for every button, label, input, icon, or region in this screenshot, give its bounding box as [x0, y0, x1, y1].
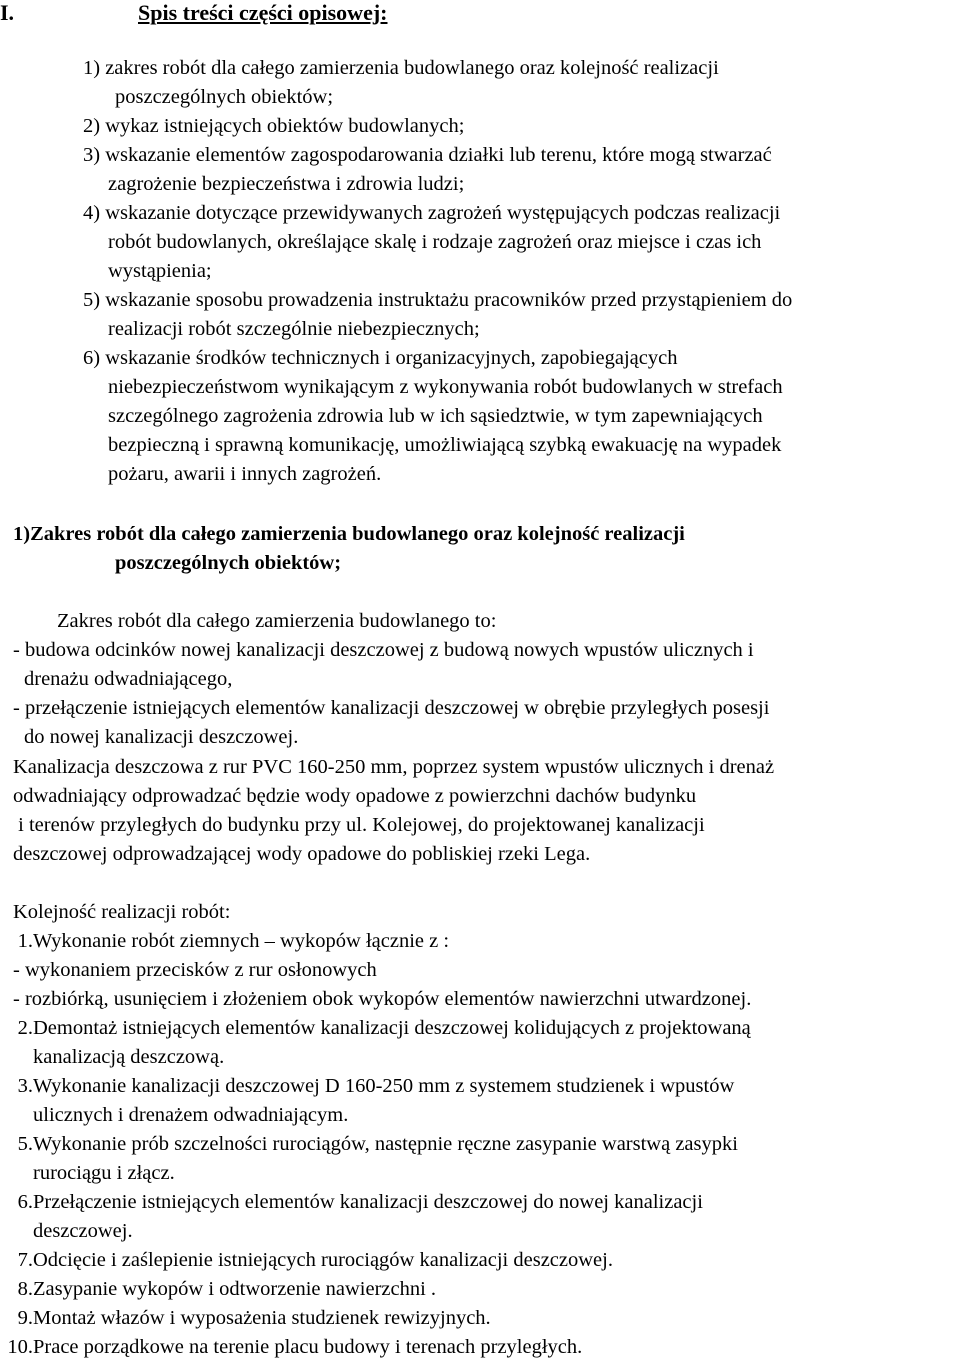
scope-item-1-line-2: drenażu odwadniającego, [24, 668, 233, 690]
step-3-line-2: ulicznych i drenażem odwadniającym. [33, 1104, 349, 1126]
step-9-line-1: Montaż włazów i wyposażenia studzienek rewizyjnych. [33, 1307, 491, 1329]
step-10-line-1: Prace porządkowe na terenie placu budowy i terenach przyległych. [33, 1336, 583, 1358]
toc-item-6-line-5: pożaru, awarii i innych zagrożeń. [108, 463, 382, 485]
step-2-number: 2. [17, 1017, 33, 1039]
toc-item-6-line-2: niebezpieczeństwom wynikającym z wykonywania robót budowlanych w strefach [108, 376, 783, 398]
toc-item-3-line-1: 3) wskazanie elementów zagospodarowania działki lub terenu, które mogą stwarzać [83, 144, 772, 166]
step-7-line-1: Odcięcie i zaślepienie istniejących rurociągów kanalizacji deszczowej. [33, 1249, 613, 1271]
scope-item-2-line-1: - przełączenie istniejących elementów kanalizacji deszczowej w obrębie przyległych posesji [13, 697, 770, 719]
toc-item-4-line-3: wystąpienia; [108, 260, 212, 282]
toc-item-6-line-4: bezpieczną i sprawną komunikację, umożliwiającą szybką ewakuację na wypadek [108, 434, 782, 456]
paragraph-line-4: deszczowej odprowadzającej wody opadowe do pobliskiej rzeki Lega. [13, 843, 591, 865]
step-5-number: 5. [17, 1133, 33, 1155]
scope-item-1-line-1: - budowa odcinków nowej kanalizacji deszczowej z budową nowych wpustów ulicznych i [13, 639, 754, 661]
step-6-line-2: deszczowej. [33, 1220, 133, 1242]
step-3-number: 3. [17, 1075, 33, 1097]
step-1-subitem-1: - wykonaniem przecisków z rur osłonowych [13, 959, 377, 981]
toc-item-5-line-2: realizacji robót szczególnie niebezpiecznych; [108, 318, 480, 340]
paragraph-line-3: i terenów przyległych do budynku przy ul. Kolejowej, do projektowanej kanalizacji [13, 814, 705, 836]
page-title: Spis treści części opisowej: [138, 0, 388, 25]
step-9-number: 9. [17, 1307, 33, 1329]
step-3-line-1: Wykonanie kanalizacji deszczowej D 160-250 mm z systemem studzienek i wpustów [33, 1075, 735, 1097]
toc-item-1-line-1: 1) zakres robót dla całego zamierzenia budowlanego oraz kolejność realizacji [83, 57, 719, 79]
toc-item-5-line-1: 5) wskazanie sposobu prowadzenia instruktażu pracowników przed przystąpieniem do [83, 289, 793, 311]
paragraph-line-2: odwadniający odprowadzać będzie wody opadowe z powierzchni dachów budynku [13, 785, 697, 807]
toc-item-4-line-2: robót budowlanych, określające skalę i rodzaje zagrożeń oraz miejsce i czas ich [108, 231, 762, 253]
section-heading-line-2: poszczególnych obiektów; [115, 552, 342, 574]
toc-item-6-line-1: 6) wskazanie środków technicznych i organizacyjnych, zapobiegających [83, 347, 678, 369]
step-1-text: Wykonanie robót ziemnych – wykopów łącznie z : [33, 930, 450, 952]
step-2-line-1: Demontaż istniejących elementów kanalizacji deszczowej kolidujących z projektowaną [33, 1017, 751, 1039]
paragraph-line-1: Kanalizacja deszczowa z rur PVC 160-250 mm, poprzez system wpustów ulicznych i drenaż [13, 756, 775, 778]
step-1-subitem-2: - rozbiórką, usunięciem i złożeniem obok wykopów elementów nawierzchni utwardzonej. [13, 988, 752, 1010]
section-number: I. [0, 0, 15, 25]
scope-intro: Zakres robót dla całego zamierzenia budowlanego to: [57, 610, 497, 632]
toc-item-1-line-2: poszczególnych obiektów; [115, 86, 334, 108]
step-6-number: 6. [17, 1191, 33, 1213]
step-8-line-1: Zasypanie wykopów i odtworzenie nawierzchni . [33, 1278, 437, 1300]
section-heading-line-1: 1)Zakres robót dla całego zamierzenia budowlanego oraz kolejność realizacji [13, 523, 685, 545]
step-2-line-2: kanalizacją deszczową. [33, 1046, 225, 1068]
step-5-line-1: Wykonanie prób szczelności rurociągów, następnie ręczne zasypanie warstwą zasypki [33, 1133, 738, 1155]
step-5-line-2: rurociągu i złącz. [33, 1162, 175, 1184]
toc-item-6-line-3: szczególnego zagrożenia zdrowia lub w ich sąsiedztwie, w tym zapewniających [108, 405, 763, 427]
toc-item-3-line-2: zagrożenie bezpieczeństwa i zdrowia ludzi; [108, 173, 465, 195]
step-10-number: 10. [7, 1336, 33, 1358]
toc-item-2-line-1: 2) wykaz istniejących obiektów budowlanych; [83, 115, 465, 137]
step-6-line-1: Przełączenie istniejących elementów kanalizacji deszczowej do nowej kanalizacji [33, 1191, 703, 1213]
scope-item-2-line-2: do nowej kanalizacji deszczowej. [24, 726, 299, 748]
step-1-number: 1. [17, 930, 33, 952]
step-7-number: 7. [17, 1249, 33, 1271]
step-8-number: 8. [17, 1278, 33, 1300]
order-title: Kolejność realizacji robót: [13, 901, 231, 923]
toc-item-4-line-1: 4) wskazanie dotyczące przewidywanych zagrożeń występujących podczas realizacji [83, 202, 781, 224]
